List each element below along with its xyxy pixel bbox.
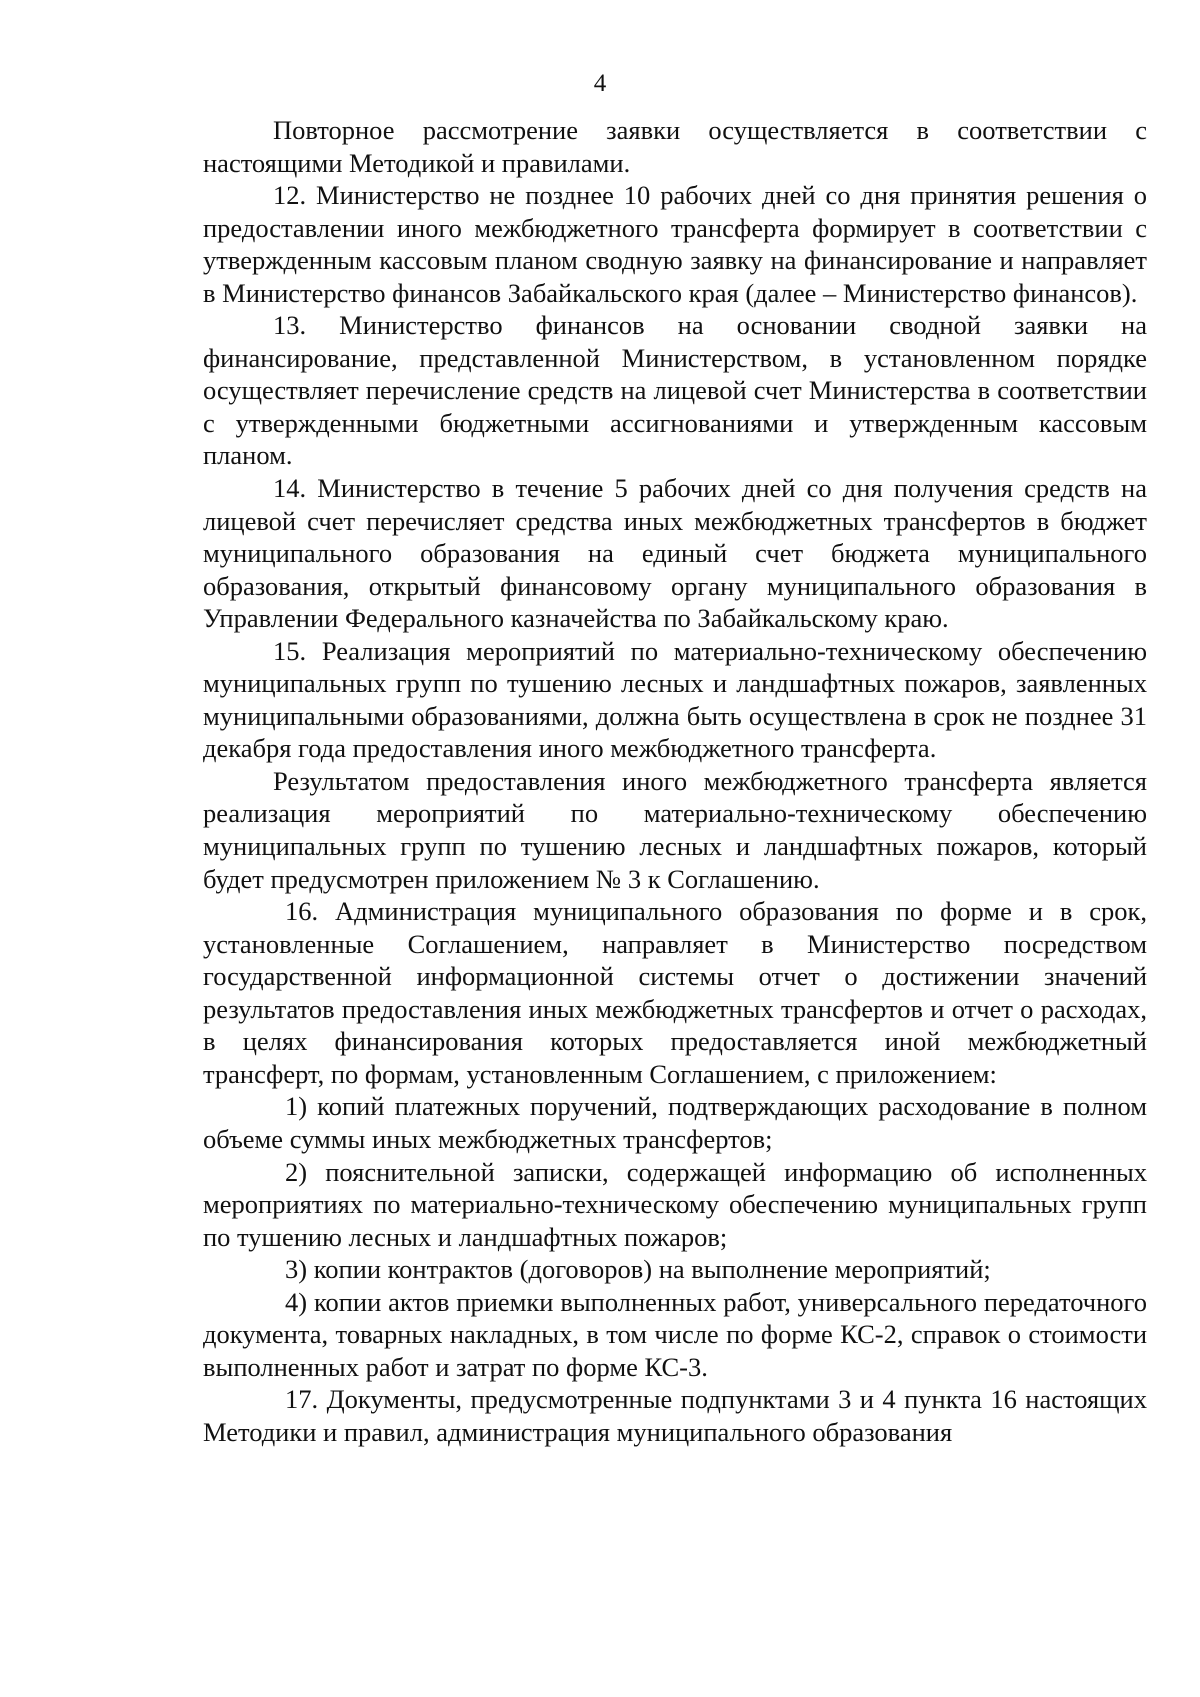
list-item-2: 2) пояснительной записки, содержащей информацию об исполненных мероприятиях по материально-техническому обеспечению муниципальных групп по тушению лесных и ландшафтных пожаров; — [203, 1156, 1147, 1252]
paragraph-repeat-review: Повторное рассмотрение заявки осуществляется в соответствии с настоящими Методикой и правилами. — [203, 115, 1147, 178]
list-item-3: 3) копии контрактов (договоров) на выполнение мероприятий; — [285, 1254, 991, 1285]
paragraph-12: 12. Министерство не позднее 10 рабочих дней со дня принятия решения о предоставлении иного межбюджетного трансферта формирует в соответствии с утвержденным кассовым планом сводную заявку на финансирование и направляет в Министерство финансов Забайкальского края (далее – Министерство финансов). — [203, 180, 1147, 308]
list-item-1: 1) копий платежных поручений, подтверждающих расходование в полном объеме суммы иных межбюджетных трансфертов; — [203, 1091, 1147, 1154]
paragraph-17: 17. Документы, предусмотренные подпунктами 3 и 4 пункта 16 настоящих Методики и правил, администрация муниципального образования — [203, 1384, 1147, 1447]
paragraph-16: 16. Администрация муниципального образования по форме и в срок, установленные Соглашением, направляет в Министерство посредством государственной информационной системы отчет о достижении значений результатов предоставления иных межбюджетных трансфертов и отчет о расходах, в целях финансирования которых предоставляется иной межбюджетный трансферт, по формам, установленным Соглашением, с приложением: — [203, 896, 1147, 1089]
paragraph-result: Результатом предоставления иного межбюджетного трансферта является реализация мероприятий по материально-техническому обеспечению муниципальных групп по тушению лесных и ландшафтных пожаров, который будет предусмотрен приложением № 3 к Соглашению. — [203, 765, 1147, 894]
paragraph-13: 13. Министерство финансов на основании сводной заявки на финансирование, представленной Министерством, в установленном порядке осуществляет перечисление средств на лицевой счет Министерства в соответствии с утвержденными бюджетными ассигнованиями и утвержденным кассовым планом. — [203, 310, 1147, 471]
document-body — [203, 114, 1147, 1448]
paragraph-14: 14. Министерство в течение 5 рабочих дней со дня получения средств на лицевой счет перечисляет средства иных межбюджетных трансфертов в бюджет муниципального образования на единый счет бюджета муниципального образования, открытый финансовому органу муниципального образования в Управлении Федерального казначейства по Забайкальскому краю. — [203, 473, 1147, 634]
list-item-4: 4) копии актов приемки выполненных работ, универсального передаточного документа, товарных накладных, в том числе по форме КС-2, справок о стоимости выполненных работ и затрат по форме КС-3. — [203, 1286, 1147, 1382]
page-number: 4 — [593, 70, 607, 97]
paragraph-15: 15. Реализация мероприятий по материально-техническому обеспечению муниципальных групп по тушению лесных и ландшафтных пожаров, заявленных муниципальными образованиями, должна быть осуществлена в срок не позднее 31 декабря года предоставления иного межбюджетного трансферта. — [203, 635, 1147, 764]
